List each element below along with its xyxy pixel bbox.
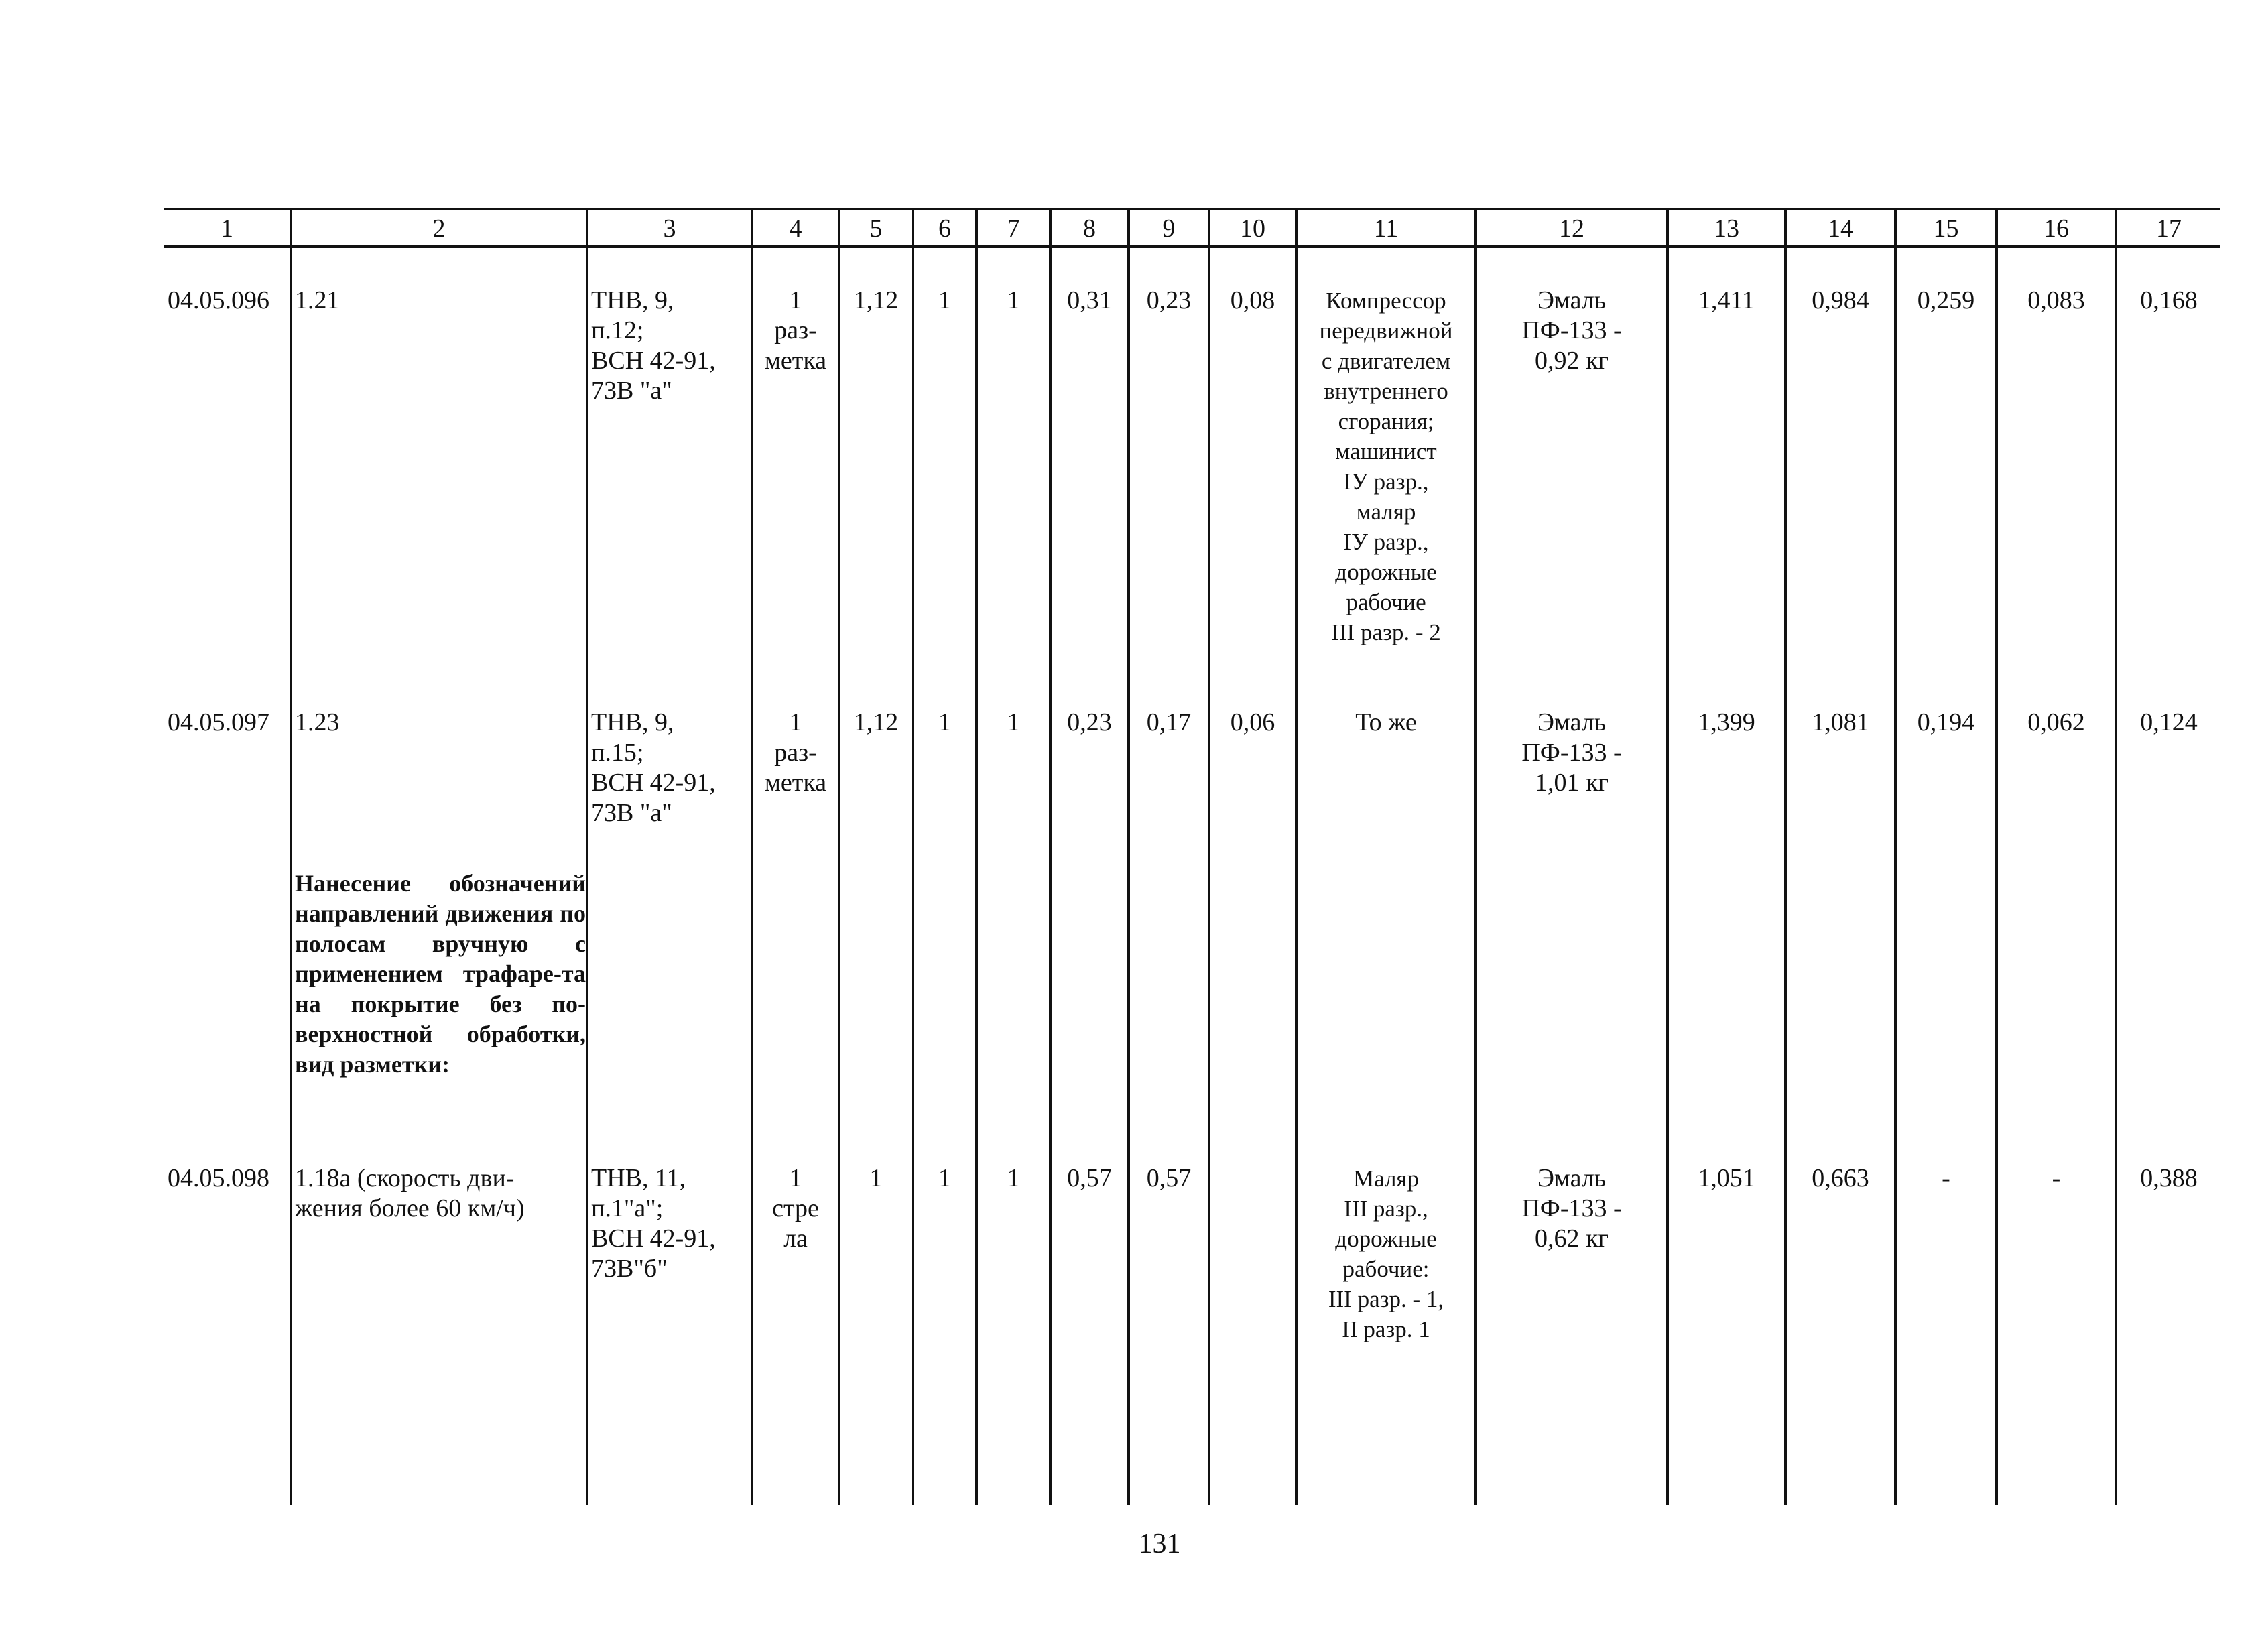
- col-divider: [1784, 208, 1787, 1505]
- table-header-rule: [164, 245, 2220, 248]
- row3-col8: 0,57: [1067, 1164, 1112, 1192]
- col-divider: [290, 208, 292, 1505]
- col-divider: [2115, 208, 2117, 1505]
- row1-col7: 1: [1007, 286, 1020, 314]
- col-divider: [751, 208, 753, 1505]
- row1-reference: ТНВ, 9, п.12; ВСН 42-91, 73В "а": [591, 286, 716, 405]
- row1-code: 04.05.096: [168, 286, 269, 314]
- row1-col6: 1: [938, 286, 951, 314]
- row2-code: 04.05.097: [168, 708, 269, 737]
- row2-col17: 0,124: [2140, 708, 2198, 737]
- row2-materials: Эмаль ПФ-133 - 1,01 кг: [1521, 708, 1622, 797]
- row3-col15: -: [1942, 1164, 1950, 1192]
- col-header-2: 2: [432, 214, 446, 243]
- row3-col7: 1: [1007, 1164, 1020, 1192]
- row3-col17: 0,388: [2140, 1164, 2198, 1192]
- col-divider: [1995, 208, 1998, 1505]
- col-header-1: 1: [221, 214, 233, 243]
- col-header-6: 6: [938, 214, 951, 243]
- col-divider: [1208, 208, 1210, 1505]
- row1-col15: 0,259: [1917, 286, 1975, 314]
- row1-col9: 0,23: [1146, 286, 1192, 314]
- col-header-8: 8: [1083, 214, 1096, 243]
- row1-col10: 0,08: [1230, 286, 1275, 314]
- row2-col5: 1,12: [853, 708, 899, 737]
- col-header-9: 9: [1162, 214, 1176, 243]
- row1-col14: 0,984: [1812, 286, 1869, 314]
- row3-code: 04.05.098: [168, 1164, 269, 1192]
- row2-sign-number: 1.23: [295, 708, 340, 737]
- section-heading: Нанесение обозначений направлений движения по полосам вручную с применением трафаре-та на покрытие без по-верхностной обработки, вид разметки:: [295, 870, 586, 1078]
- row2-col7: 1: [1007, 708, 1020, 737]
- row2-col13: 1,399: [1698, 708, 1755, 737]
- col-divider: [838, 208, 840, 1505]
- row1-materials: Эмаль ПФ-133 - 0,92 кг: [1521, 286, 1622, 375]
- row1-unit: 1 раз- метка: [764, 286, 827, 375]
- col-header-10: 10: [1240, 214, 1265, 243]
- row3-sign-number: 1.18а (скорость дви- жения более 60 км/ч): [295, 1164, 525, 1222]
- col-header-3: 3: [663, 214, 676, 243]
- col-divider: [1666, 208, 1669, 1505]
- row3-col13: 1,051: [1698, 1164, 1755, 1192]
- row1-col8: 0,31: [1067, 286, 1112, 314]
- page-number: 131: [1138, 1529, 1181, 1560]
- row3-materials: Эмаль ПФ-133 - 0,62 кг: [1521, 1164, 1622, 1253]
- col-divider: [975, 208, 978, 1505]
- row1-col13: 1,411: [1698, 286, 1755, 314]
- col-header-4: 4: [789, 214, 802, 243]
- col-header-17: 17: [2156, 214, 2182, 243]
- col-divider: [1474, 208, 1477, 1505]
- col-header-15: 15: [1933, 214, 1959, 243]
- col-header-16: 16: [2044, 214, 2069, 243]
- row2-col15: 0,194: [1917, 708, 1975, 737]
- row2-col8: 0,23: [1067, 708, 1112, 737]
- row3-unit: 1 стре ла: [772, 1164, 819, 1253]
- col-divider: [586, 208, 588, 1505]
- table-top-rule: [164, 208, 2220, 210]
- row2-col14: 1,081: [1812, 708, 1869, 737]
- row1-col17: 0,168: [2140, 286, 2198, 314]
- row3-resources: Маляр III разр., дорожные рабочие: III разр. - 1, II разр. 1: [1328, 1165, 1444, 1342]
- row1-resources: Компрессор передвижной с двигателем внутреннего сгорания; машинист IУ разр., маляр IУ разр., дорожные рабочие III разр. - 2: [1319, 288, 1453, 645]
- row1-sign-number: 1.21: [295, 286, 340, 314]
- col-divider: [1049, 208, 1052, 1505]
- col-header-13: 13: [1714, 214, 1739, 243]
- row3-reference: ТНВ, 11, п.1"а"; ВСН 42-91, 73В"б": [591, 1164, 716, 1283]
- col-divider: [912, 208, 914, 1505]
- col-header-14: 14: [1828, 214, 1853, 243]
- col-divider: [1127, 208, 1130, 1505]
- row3-col9: 0,57: [1146, 1164, 1192, 1192]
- row2-col10: 0,06: [1230, 708, 1275, 737]
- col-header-5: 5: [869, 214, 883, 243]
- row1-col16: 0,083: [2027, 286, 2085, 314]
- col-header-7: 7: [1007, 214, 1020, 243]
- col-header-12: 12: [1559, 214, 1584, 243]
- row1-col5: 1,12: [853, 286, 899, 314]
- row2-resources: То же: [1355, 708, 1417, 737]
- col-header-11: 11: [1373, 214, 1399, 243]
- row2-col6: 1: [938, 708, 951, 737]
- row3-col6: 1: [938, 1164, 951, 1192]
- row3-col16: -: [2052, 1164, 2061, 1192]
- row2-col16: 0,062: [2027, 708, 2085, 737]
- row2-unit: 1 раз- метка: [764, 708, 827, 797]
- row3-col14: 0,663: [1812, 1164, 1869, 1192]
- col-divider: [1894, 208, 1897, 1505]
- row2-reference: ТНВ, 9, п.15; ВСН 42-91, 73В "а": [591, 708, 716, 827]
- row2-col9: 0,17: [1146, 708, 1192, 737]
- row3-col5: 1: [869, 1164, 883, 1192]
